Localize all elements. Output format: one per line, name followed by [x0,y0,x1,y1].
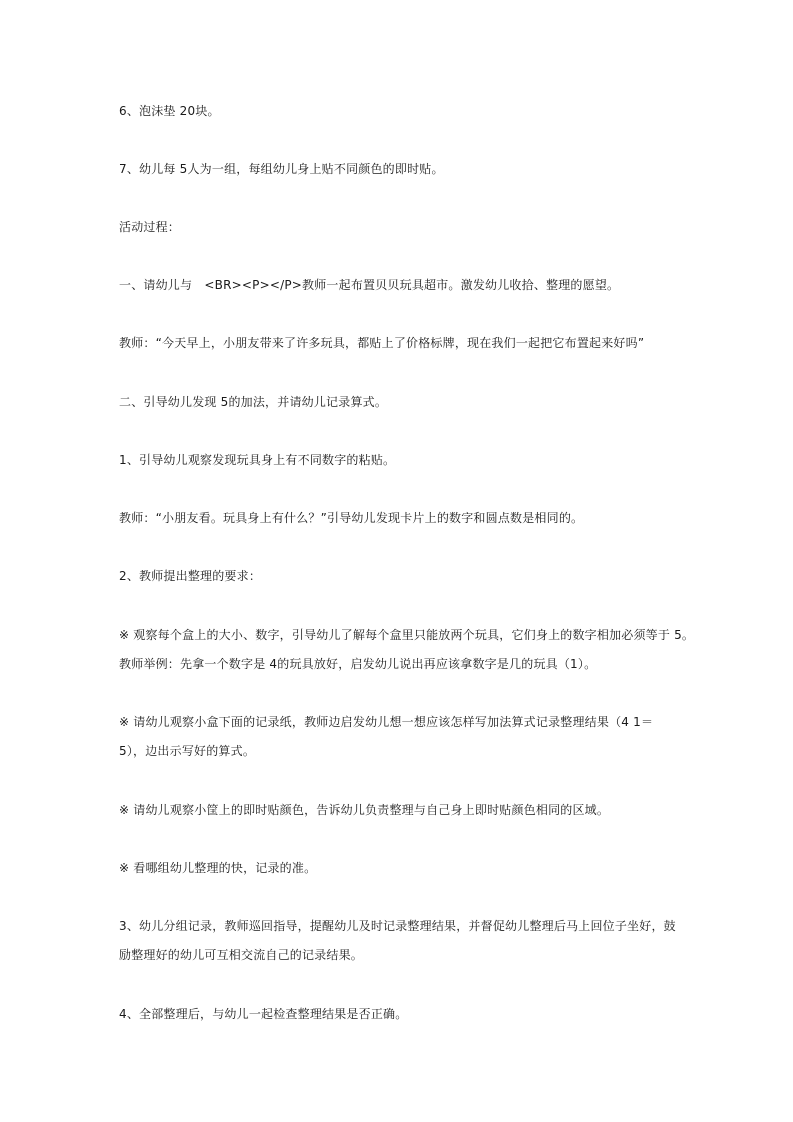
paragraph-substep-3: 3、幼儿分组记录，教师巡回指导，提醒幼儿及时记录整理结果，并督促幼儿整理后马上回位子坐好，鼓励整理好的幼儿可互相交流自己的记录结果。 [119,919,676,962]
paragraph-materials-7: 7、幼儿每 5人为一组，每组幼儿身上贴不同颜色的即时贴。 [119,162,444,176]
bullet-sticker-color: ※ 请幼儿观察小筐上的即时贴颜色，告诉幼儿负责整理与自己身上即时贴颜色相同的区域。 [119,803,610,817]
bullet-record-paper: ※ 请幼儿观察小盒下面的记录纸，教师边启发幼儿想一想应该怎样写加法算式记录整理结果（4 1＝5），边出示写好的算式。 [119,715,654,758]
paragraph-substep-1: 1、引导幼儿观察发现玩具身上有不同数字的粘贴。 [119,453,396,467]
paragraph-materials-6: 6、泡沫垫 20块。 [119,104,220,118]
paragraph-substep-4: 4、全部整理后，与幼儿一起检查整理结果是否正确。 [119,1007,408,1021]
paragraph-substep-2: 2、教师提出整理的要求： [119,569,262,583]
paragraph-step-two: 二、引导幼儿发现 5的加法，并请幼儿记录算式。 [119,395,388,409]
paragraph-teacher-quote-1: 教师：“今天早上，小朋友带来了许多玩具，都贴上了价格标牌，现在我们一起把它布置起来好吗” [119,336,645,350]
paragraph-teacher-quote-2: 教师：“小朋友看。玩具身上有什么？”引导幼儿发现卡片上的数字和圆点数是相同的。 [119,511,584,525]
bullet-fastest-group: ※ 看哪组幼儿整理的快，记录的准。 [119,861,317,875]
section-heading-activity-process: 活动过程： [119,220,181,234]
bullet-observe-boxes: ※ 观察每个盒上的大小、数字，引导幼儿了解每个盒里只能放两个玩具，它们身上的数字相加必须等于 5。 [119,628,695,642]
paragraph-step-one: 一、请幼儿与 <BR><P></P>教师一起布置贝贝玩具超市。激发幼儿收拾、整理的愿望。 [119,278,620,292]
paragraph-teacher-example: 教师举例：先拿一个数字是 4的玩具放好，启发幼儿说出再应该拿数字是几的玩具（1）。 [119,657,597,671]
